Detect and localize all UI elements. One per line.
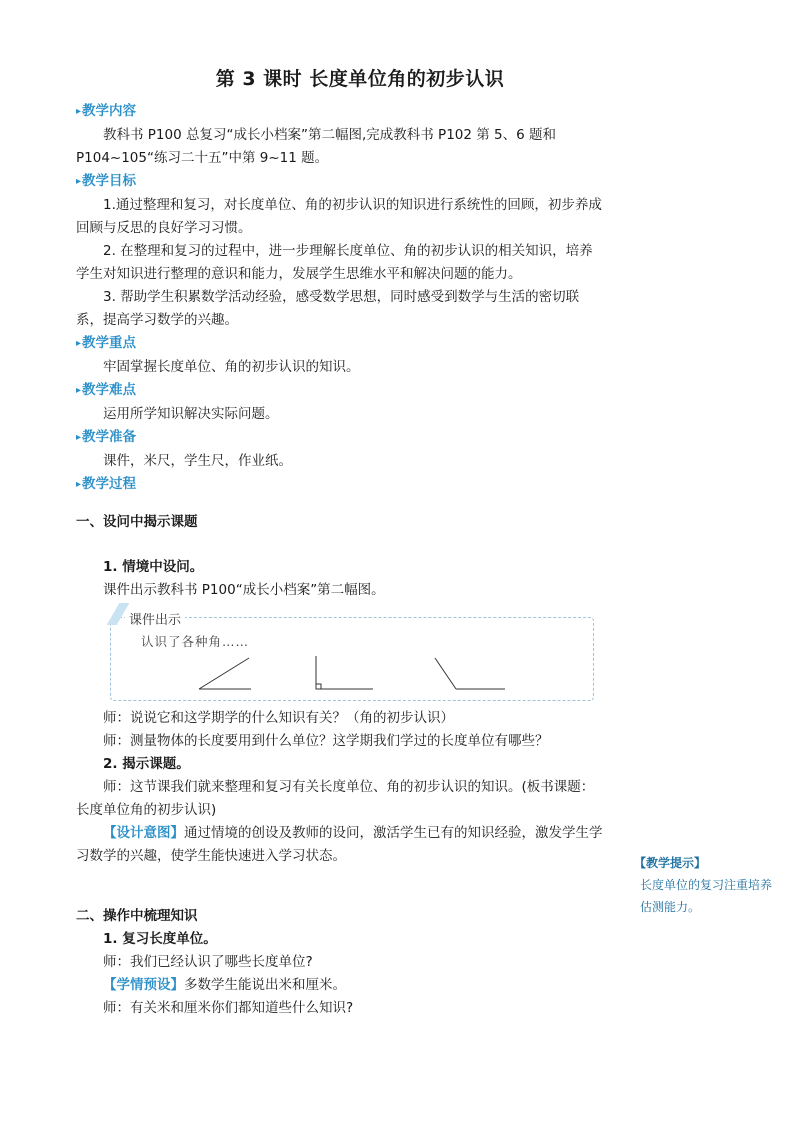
- part2-preset: [76, 974, 606, 997]
- part1-discussion: [76, 707, 606, 868]
- section-heading-prep: ▸ 教学准备: [76, 426, 606, 450]
- courseware-subtitle: 认识了各种角……: [141, 634, 250, 649]
- preset-tag: 【学情预设】: [103, 977, 184, 993]
- part1-step2-text: 师：这节课我们就来整理和复习有关长度单位、角的初步认识的知识。(板书课题：长度单位角的初步认识): [76, 779, 595, 818]
- lesson-body: [76, 100, 606, 497]
- part1-question-2: 师：测量物体的长度要用到什么单位？这学期我们学过的长度单位有哪些？: [103, 733, 549, 749]
- courseware-label: 课件出示: [125, 609, 185, 628]
- part1-body: [76, 556, 606, 602]
- key-text: 牢固掌握长度单位、角的初步认识的知识。: [103, 359, 360, 375]
- goal-item-3: 3. 帮助学生积累数学活动经验，感受数学思想，同时感受到数学与生活的密切联系，提高学习数学的兴趣。: [76, 289, 580, 328]
- section-heading-process: ▸ 教学过程: [76, 473, 606, 497]
- difficulty-text: 运用所学知识解决实际问题。: [103, 406, 279, 422]
- part2-question-2: 师：有关米和厘米你们都知道些什么知识?: [103, 1000, 354, 1016]
- teaching-tip-sidebar: [634, 852, 774, 918]
- part2-step1-title: 1. 复习长度单位。: [103, 931, 217, 947]
- goal-item-2: 2. 在整理和复习的过程中，进一步理解长度单位、角的初步认识的相关知识，培养学生对知识进行整理的意识和能力，发展学生思维水平和解决问题的能力。: [76, 243, 593, 282]
- part1-heading-wrap: [76, 511, 606, 534]
- part2-question-1: 师：我们已经认识了哪些长度单位?: [103, 954, 313, 970]
- teaching-tip-text: 长度单位的复习注重培养估测能力。: [640, 878, 773, 914]
- goal-item-1: 1.通过整理和复习，对长度单位、角的初步认识的知识进行系统性的回顾，初步养成回顾与反思的良好学习习惯。: [76, 197, 602, 236]
- acute-angle-icon: [199, 658, 251, 689]
- part1-title: 一、设问中揭示课题: [76, 514, 198, 530]
- part1-step2-title: 2. 揭示课题。: [103, 756, 190, 772]
- page-title: 第 3 课时 长度单位角的初步认识: [215, 68, 505, 90]
- section-heading-difficulty: ▸ 教学难点: [76, 379, 606, 403]
- right-angle-icon: [316, 656, 373, 689]
- prep-text: 课件，米尺，学生尺，作业纸。: [103, 453, 292, 469]
- part2-title: 二、操作中梳理知识: [76, 908, 198, 924]
- courseware-box: [110, 613, 594, 701]
- part1-step1-title: 1. 情境中设问。: [103, 559, 204, 575]
- design-intent-tag: 【设计意图】: [103, 825, 184, 841]
- obtuse-angle-icon: [435, 658, 505, 689]
- part1-design-intent: [76, 822, 606, 868]
- part2-body: [76, 905, 606, 1020]
- design-intent-text: 通过情境的创设及教师的设问，激活学生已有的知识经验，激发学生学习数学的兴趣，使学生能快速进入学习状态。: [76, 825, 603, 864]
- content-text: 教科书 P100 总复习“成长小档案”第二幅图,完成教科书 P102 第 5、6 题和 P104~105“练习二十五”中第 9~11 题。: [76, 127, 557, 166]
- preset-text: 多数学生能说出米和厘米。: [184, 977, 346, 993]
- teaching-tip-tag: 【教学提示】: [634, 856, 707, 870]
- section-heading-key: ▸ 教学重点: [76, 332, 606, 356]
- part1-question-1: 师：说说它和这学期学的什么知识有关？（角的初步认识）: [103, 710, 454, 726]
- part1-step1-text: 课件出示教科书 P100“成长小档案”第二幅图。: [103, 582, 385, 598]
- angles-illustration: [111, 618, 593, 700]
- section-heading-goals: ▸ 教学目标: [76, 170, 606, 194]
- section-heading-content: ▸ 教学内容: [76, 100, 606, 124]
